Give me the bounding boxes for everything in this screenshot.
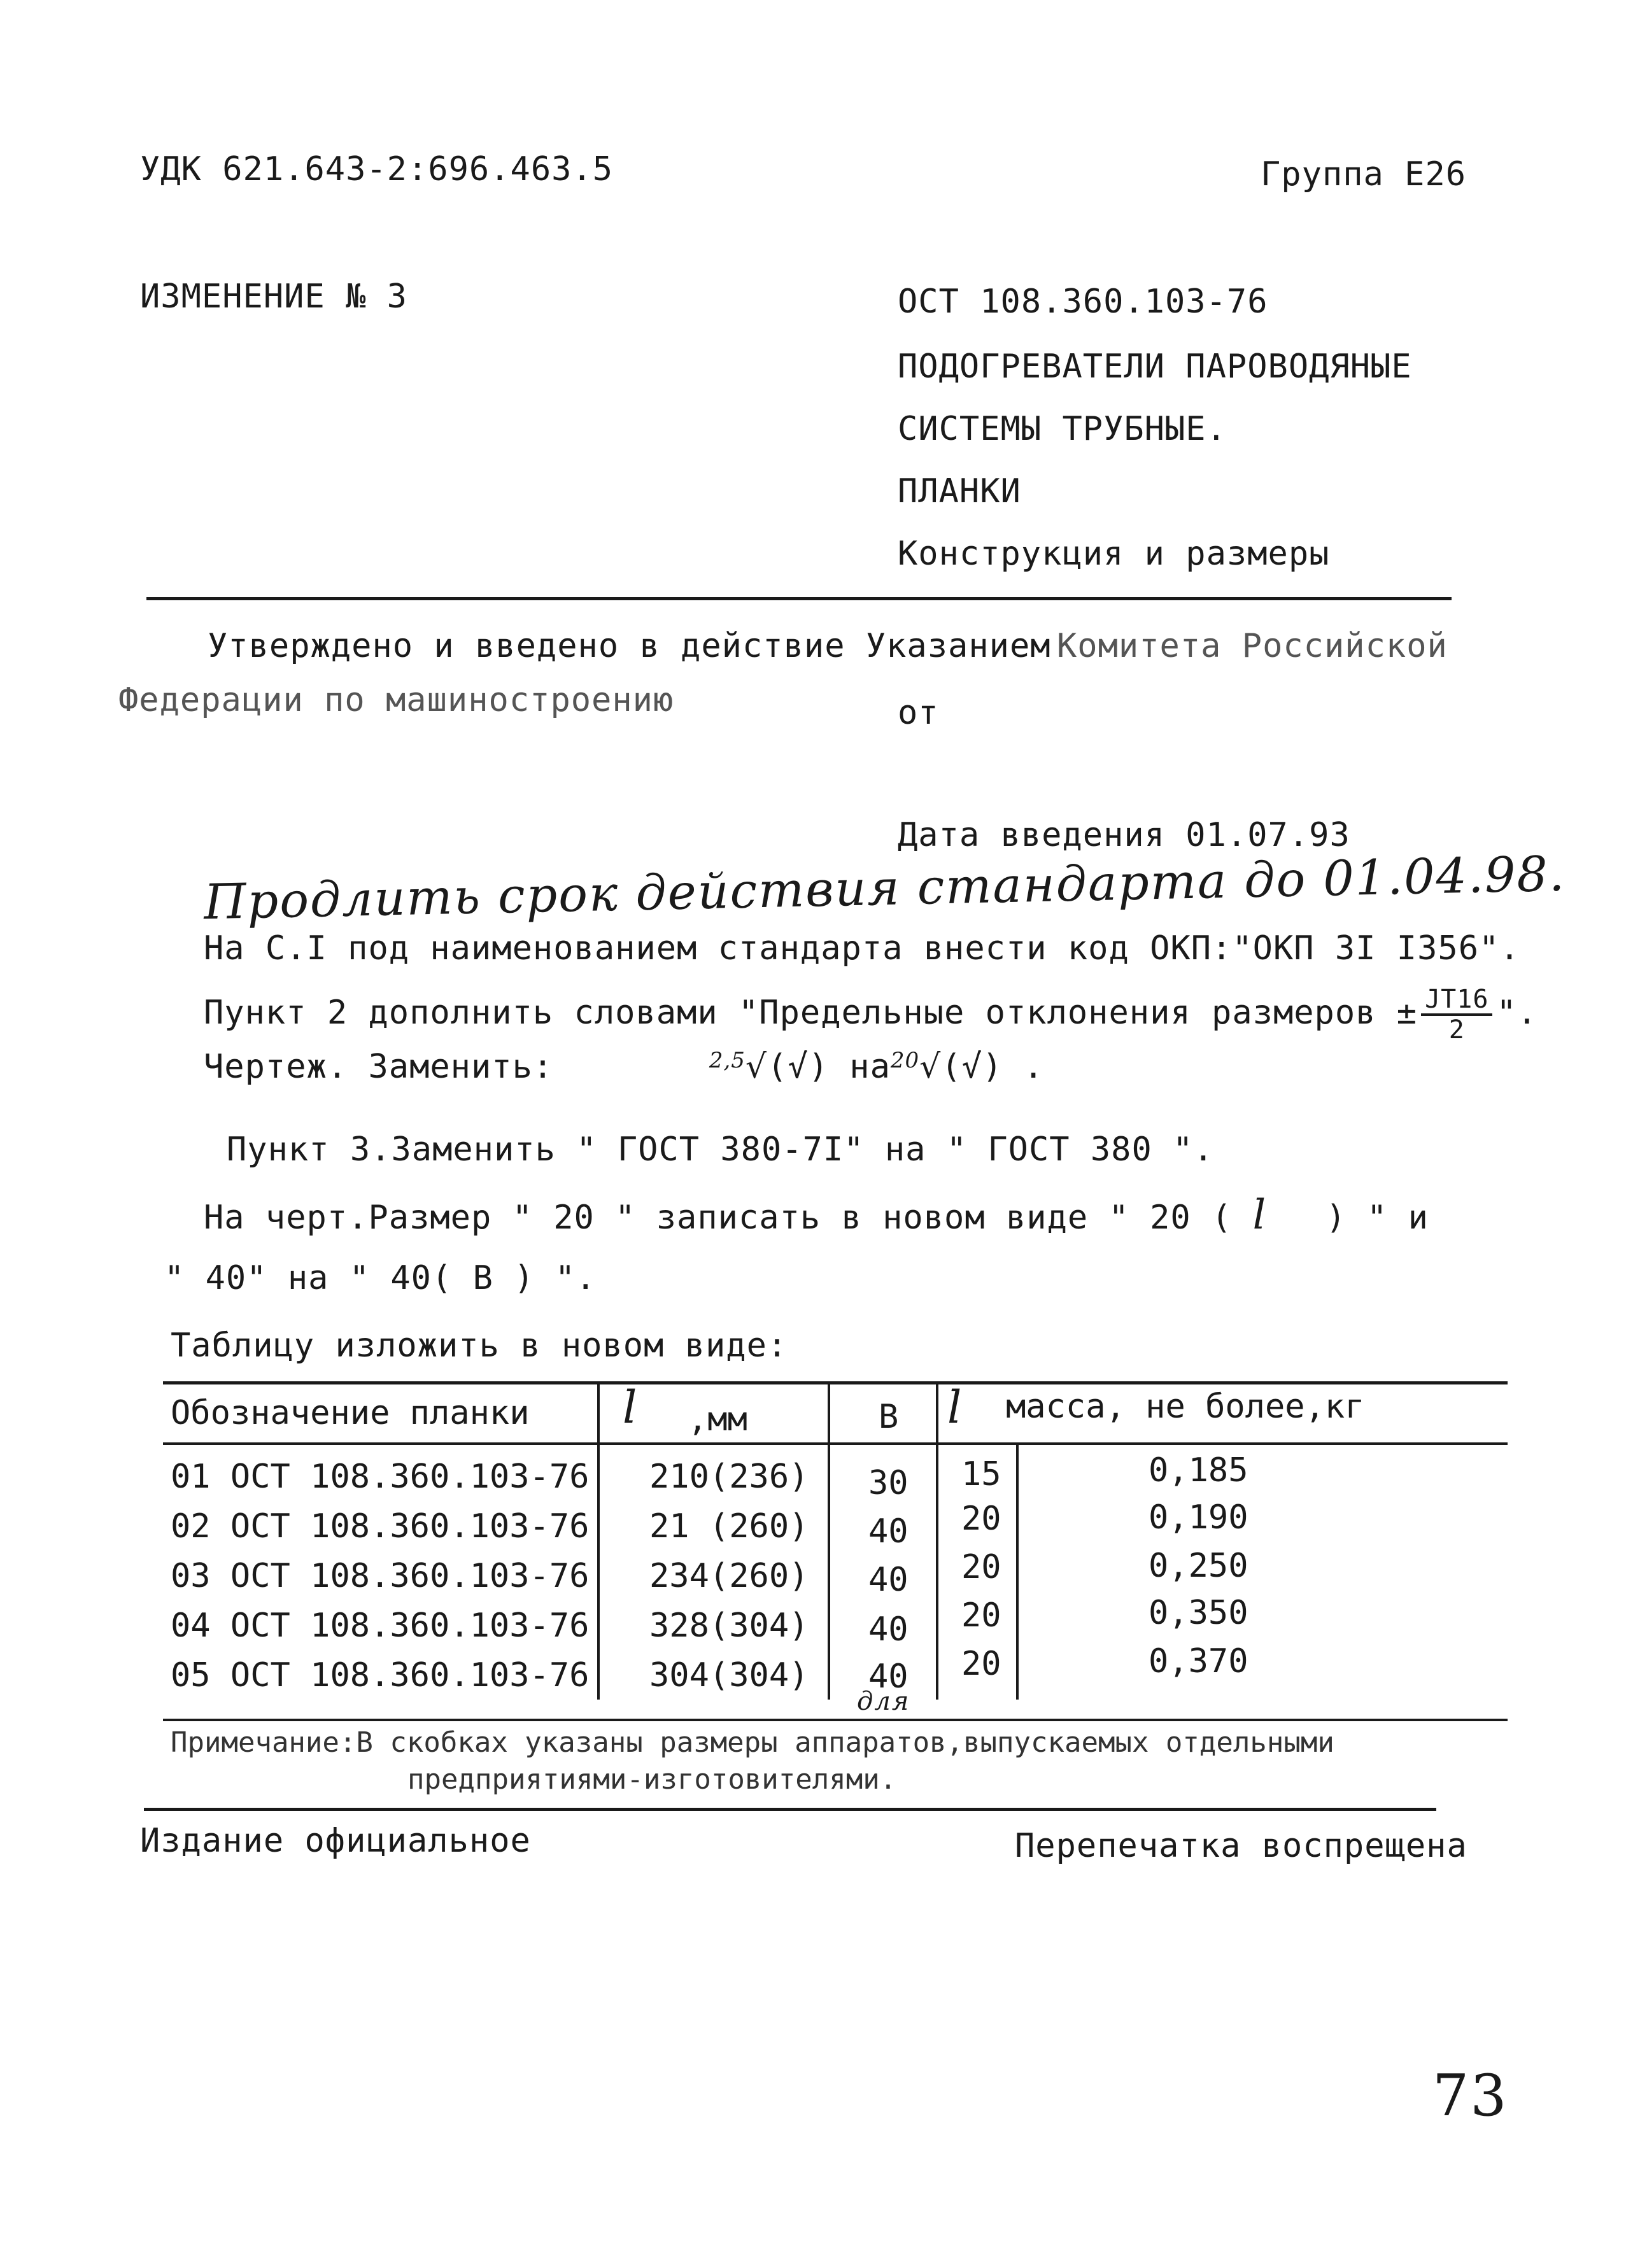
roughness-old-symbol: $^{2,5}$√: [709, 1048, 768, 1086]
approval-line1-right: Комитета Российской: [1057, 627, 1448, 665]
table-col-divider-1: [597, 1381, 600, 1700]
dimension-20-end: ) " и: [1325, 1199, 1429, 1237]
paragraph-table-intro: Таблицу изложить в новом виде:: [171, 1327, 788, 1365]
approval-line1-left: Утверждено и введено в действие Указанием: [208, 627, 1051, 665]
page-number: 73: [1432, 2062, 1508, 2129]
row-mass: 0,370: [1149, 1642, 1248, 1680]
row-b: 40: [868, 1561, 908, 1599]
row-l: 328(304): [649, 1607, 809, 1645]
standard-title-line3: ПЛАНКИ: [898, 472, 1021, 511]
row-mass: 0,250: [1149, 1547, 1248, 1585]
row-designation: 01 ОСТ 108.360.103-76: [171, 1458, 590, 1496]
table-note-line2: предприятиями-изготовителями.: [407, 1763, 897, 1796]
tolerance-fraction-denominator: 2: [1448, 1015, 1465, 1045]
table-bottom-rule: [163, 1719, 1508, 1721]
tolerance-fraction-numerator: ЈТ16: [1421, 985, 1492, 1016]
paragraph-drawing-replace: [204, 1048, 1044, 1086]
row-designation: 05 ОСТ 108.360.103-76: [171, 1656, 590, 1694]
roughness-new-symbol: $^{20}$√: [890, 1048, 942, 1086]
row-b: 40: [868, 1658, 908, 1696]
handwritten-extension-note: Продлить срок действия стандарта до 01.04.98.: [203, 845, 1566, 931]
row-designation: 02 ОСТ 108.360.103-76: [171, 1507, 590, 1546]
row-l2: 20: [961, 1596, 1001, 1635]
change-number: ИЗМЕНЕНИЕ № 3: [140, 278, 407, 316]
paragraph-tolerances-text: Пункт 2 дополнить словами "Предельные отклонения размеров ±: [204, 994, 1418, 1032]
table-top-rule: [163, 1381, 1508, 1384]
effective-date: Дата введения 01.07.93: [898, 816, 1350, 854]
table-note-line1: Примечание:В скобках указаны размеры аппаратов,выпускаемых отдельными: [171, 1726, 1334, 1759]
row-l2: 20: [961, 1500, 1001, 1538]
row-l: 21 (260): [649, 1507, 809, 1546]
row-l2: 20: [961, 1548, 1001, 1586]
table-header-rule: [163, 1442, 1508, 1445]
table-header-designation: Обозначение планки: [171, 1394, 530, 1432]
header-divider: [146, 597, 1452, 600]
standard-title-line1: ПОДОГРЕВАТЕЛИ ПАРОВОДЯНЫЕ: [898, 348, 1412, 386]
row-l2: 20: [961, 1645, 1001, 1683]
table-col-divider-4: [1016, 1442, 1019, 1700]
dimension-20-text: На черт.Размер " 20 " записать в новом виде " 20 (: [204, 1199, 1233, 1237]
table-header-l-mm: ,мм: [688, 1400, 747, 1439]
table-header-l2-symbol: l: [947, 1381, 963, 1433]
drawing-replace-label: Чертеж. Заменить:: [204, 1048, 554, 1086]
row-designation: 04 ОСТ 108.360.103-76: [171, 1607, 590, 1645]
table-header-b: В: [879, 1398, 899, 1436]
table-col-divider-2: [828, 1381, 830, 1700]
paragraph-gost-replace: Пункт 3.Заменить " ГОСТ 380-7I" на " ГОСТ 380 ".: [227, 1130, 1214, 1169]
paragraph-dimension-40: " 40" на " 40( В ) ".: [164, 1259, 597, 1297]
row-l: 234(260): [649, 1557, 809, 1595]
standard-code: ОСТ 108.360.103-76: [898, 283, 1268, 321]
standard-title-line4: Конструкция и размеры: [898, 535, 1330, 573]
standard-title-line2: СИСТЕМЫ ТРУБНЫЕ.: [898, 410, 1227, 448]
roughness-new-value: 20: [890, 1048, 920, 1073]
row-b: 40: [868, 1512, 908, 1551]
group-code: Группа Е26: [1261, 155, 1467, 194]
roughness-old-paren: (√) на: [767, 1048, 891, 1086]
row-mass: 0,190: [1149, 1498, 1248, 1537]
paragraph-dimension-20: [204, 1192, 1429, 1239]
footer-divider: [144, 1808, 1436, 1811]
row-l2: 15: [961, 1455, 1001, 1493]
table-header-mass: масса, не более,кг: [1006, 1388, 1365, 1426]
tolerance-fraction: [1421, 985, 1492, 1044]
table-header-l-symbol: l: [623, 1381, 639, 1433]
row-b: 30: [868, 1464, 908, 1502]
table-col-divider-3: [936, 1381, 938, 1700]
paragraph-okp-code: На С.I под наименованием стандарта внести код ОКП:"ОКП 3I I356".: [204, 929, 1520, 968]
row-l: 304(304): [649, 1656, 809, 1694]
handwritten-dlya: для: [857, 1687, 910, 1716]
udc-code: УДК 621.643-2:696.463.5: [140, 150, 614, 188]
roughness-old-value: 2,5: [709, 1048, 746, 1073]
paragraph-tolerances-end: ".: [1496, 994, 1538, 1032]
roughness-new-paren: (√) .: [941, 1048, 1044, 1086]
approval-line2-left: Федерации по машиностроению: [118, 681, 674, 719]
row-b: 40: [868, 1610, 908, 1649]
row-l: 210(236): [649, 1458, 809, 1496]
row-mass: 0,185: [1149, 1451, 1248, 1490]
row-mass: 0,350: [1149, 1594, 1248, 1632]
approval-line2-right: от: [898, 694, 939, 732]
footer-official-edition: Издание официальное: [140, 1822, 531, 1860]
row-designation: 03 ОСТ 108.360.103-76: [171, 1557, 590, 1595]
handwritten-l-symbol: l: [1252, 1192, 1268, 1239]
paragraph-tolerances: [204, 985, 1538, 1044]
footer-reprint-prohibited: Перепечатка воспрещена: [1015, 1827, 1467, 1865]
